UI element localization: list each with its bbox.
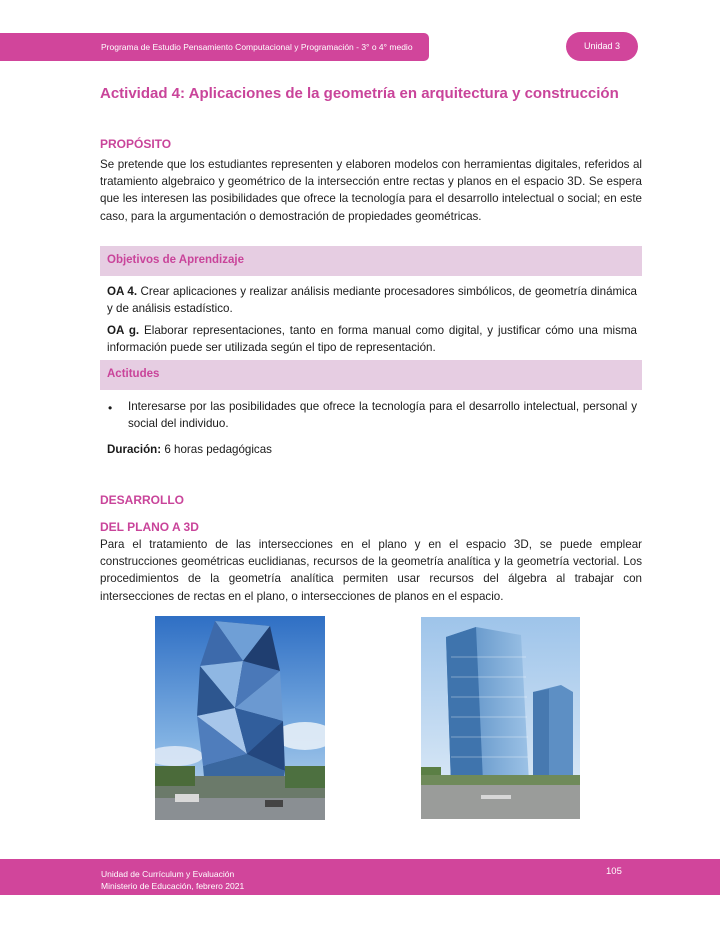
glass-towers-illustration bbox=[421, 617, 580, 819]
program-title: Programa de Estudio Pensamiento Computacional y Programación - 3° o 4° medio bbox=[101, 42, 413, 52]
development-subheading: DEL PLANO A 3D bbox=[100, 520, 199, 534]
unit-badge: Unidad 3 bbox=[566, 32, 638, 61]
purpose-heading: PROPÓSITO bbox=[100, 137, 172, 151]
faceted-tower-illustration bbox=[155, 616, 325, 820]
duration-value: 6 horas pedagógicas bbox=[161, 443, 272, 456]
duration bbox=[107, 443, 272, 456]
activity-title: Actividad 4: Aplicaciones de la geometría en arquitectura y construcción bbox=[100, 85, 619, 102]
objective-oag bbox=[107, 322, 637, 356]
objective-text: Crear aplicaciones y realizar análisis mediante procesadores simbólicos, de geometría dinámica y de análisis estadístico. bbox=[107, 285, 637, 316]
footer-unit: Unidad de Currículum y Evaluación bbox=[101, 869, 235, 879]
footer-ministry: Ministerio de Educación, febrero 2021 bbox=[101, 881, 245, 891]
page-number: 105 bbox=[606, 866, 622, 877]
objective-text: Elaborar representaciones, tanto en forma manual como digital, y justificar cómo una misma información puede ser utilizada según el tipo de representación. bbox=[107, 324, 637, 355]
objectives-header bbox=[100, 246, 642, 276]
attitudes-header bbox=[100, 360, 642, 390]
footer-credits bbox=[101, 868, 244, 892]
duration-label: Duración: bbox=[107, 443, 162, 456]
glass-towers-photo bbox=[421, 617, 580, 819]
development-text: Para el tratamiento de las intersecciones en el plano y en el espacio 3D, se puede emplear construcciones geométricas euclidianas, recursos de la geometría analítica y la geometría vectorial. Los procedimientos de la geometría analítica permiten usar recursos del álgebra al trabajar con intersecciones de rectas en el plano, o intersecciones de planos en el espacio. bbox=[100, 538, 642, 603]
objectives-heading: Objetivos de Aprendizaje bbox=[107, 254, 244, 266]
attitudes-heading: Actitudes bbox=[107, 368, 160, 380]
bullet-marker: • bbox=[108, 401, 113, 415]
objective-code: OA 4. bbox=[107, 285, 138, 298]
attitude-item: Interesarse por las posibilidades que ofrece la tecnología para el desarrollo intelectual, personal y social del individuo. bbox=[128, 400, 637, 431]
development-heading: DESARROLLO bbox=[100, 493, 184, 507]
objective-oa4 bbox=[107, 283, 637, 317]
faceted-tower-photo bbox=[155, 616, 325, 820]
purpose-text: Se pretende que los estudiantes representen y elaboren modelos con herramientas digitales, referidos al tratamiento algebraico y geométrico de la intersección entre rectas y planos en el espacio 3D. Se espera que les interesen las posibilidades que ofrece la tecnología para el desarrollo intelectual o social; en este caso, para la argumentación o demostración de propiedades geométricas. bbox=[100, 158, 642, 223]
objective-code: OA g. bbox=[107, 324, 140, 337]
